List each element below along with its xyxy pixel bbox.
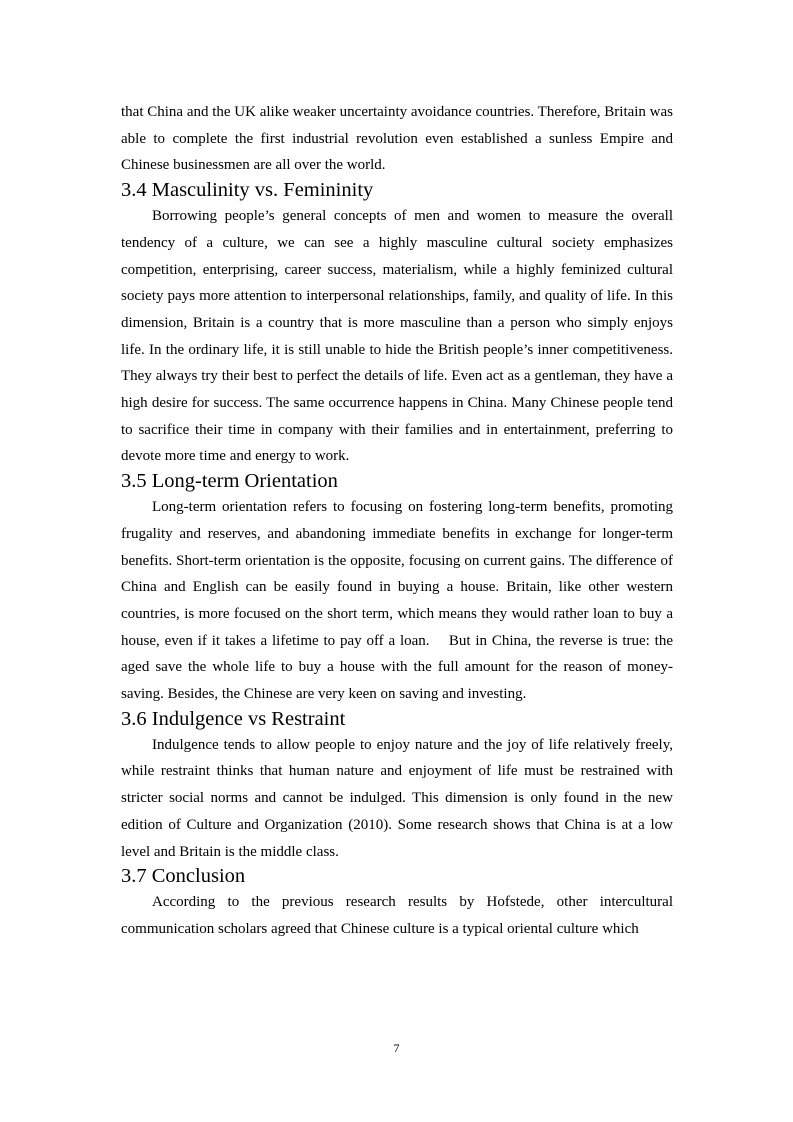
heading-long-term-orientation: 3.5 Long-term Orientation	[121, 470, 338, 493]
paragraph-uncertainty-continued: that China and the UK alike weaker uncertainty avoidance countries. Therefore, Britain was able to complete the first industrial revolution even established a sunless Empire and Chinese businessmen are all over the world.	[121, 104, 674, 174]
heading-indulgence-restraint: 3.6 Indulgence vs Restraint	[121, 707, 346, 730]
paragraph-conclusion: According to the previous research results by Hofstede, other intercultural communication scholars agreed that Chinese culture is a typical oriental culture which	[121, 894, 673, 937]
page-number: 7	[393, 1041, 400, 1055]
heading-conclusion: 3.7 Conclusion	[121, 865, 246, 888]
document-body	[121, 99, 673, 943]
paragraph-masculinity: Borrowing people’s general concepts of men and women to measure the overall tendency of a culture, we can see a highly masculine cultural society emphasizes competition, enterprising, career success, materialism, while a highly feminized cultural society pays more attention to interpersonal relationships, family, and quality of life. In this dimension, Britain is a country that is more masculine than a person who simply enjoys life. In the ordinary life, it is still unable to hide the British people’s inner competitiveness. They always try their best to perfect the details of life. Even act as a gentleman, they have a high desire for success. The same occurrence happens in China. Many Chinese people tend to sacrifice their time in company with their families and in entertainment, preferring to devote more time and energy to work.	[121, 208, 673, 465]
paragraph-long-term-orientation: Long-term orientation refers to focusing on fostering long-term benefits, promoting frugality and reserves, and abandoning immediate benefits in exchange for longer-term benefits. Short-term orientation is the opposite, focusing on current gains. The difference of China and English can be easily found in buying a house. Britain, like other western countries, is more focused on the short term, which means they would rather loan to buy a house, even if it takes a lifetime to pay off a loan. But in China, the reverse is true: the aged save the whole life to buy a house with the full amount for the reason of money-saving. Besides, the Chinese are very keen on saving and investing.	[121, 499, 673, 703]
heading-masculinity-femininity: 3.4 Masculinity vs. Femininity	[121, 179, 374, 202]
paragraph-indulgence: Indulgence tends to allow people to enjoy nature and the joy of life relatively freely, while restraint thinks that human nature and enjoyment of life must be restrained with stricter social norms and cannot be indulged. This dimension is only found in the new edition of Culture and Organization (2010). Some research shows that China is at a low level and Britain is the middle class.	[121, 736, 673, 860]
